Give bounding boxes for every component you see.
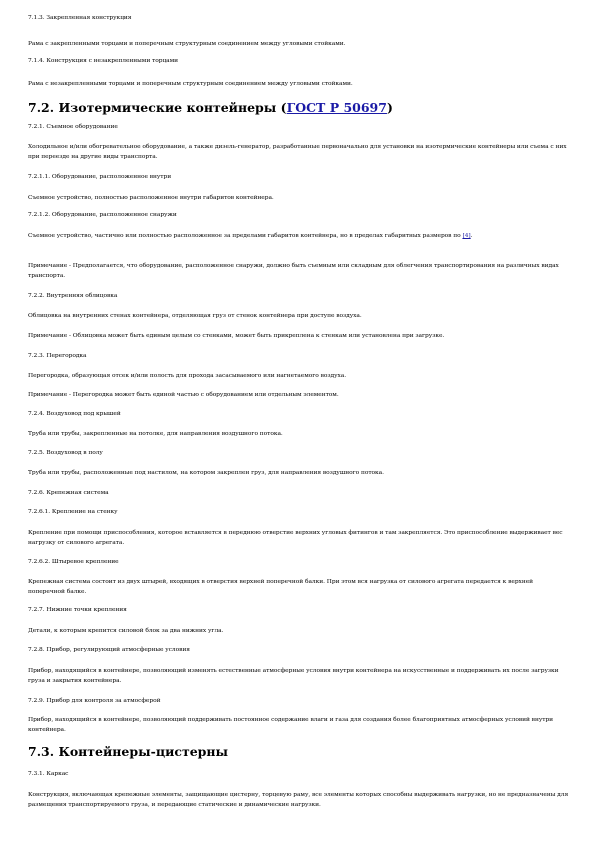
section-7-2-7-title: 7.2.7. Нижние точки крепления — [28, 607, 127, 613]
gost-link[interactable]: ГОСТ Р 50697 — [286, 100, 387, 115]
section-7-2-8-body: Прибор, находящийся в контейнере, позволяющий изменять естественные атмосферные условия внутри контейнера на искусственные и поддерживать их после загрузки груза и закрытия контейнера. — [28, 668, 559, 684]
heading-7-2-suffix: ) — [386, 100, 393, 115]
heading-7-2-prefix: 7.2. Изотермические контейнеры ( — [28, 100, 287, 115]
section-7-2-6-1-title: 7.2.6.1. Крепление на стенку — [28, 509, 118, 515]
heading-7-3: 7.3. Контейнеры-цистерны — [28, 744, 229, 759]
section-7-3-1-title: 7.3.1. Каркас — [28, 771, 69, 777]
section-7-2-5-title: 7.2.5. Воздуховод в полу — [28, 450, 103, 456]
section-7-2-7-body: Детали, к которым крепится силовой блок за два нижних угла. — [28, 628, 224, 634]
section-7-1-4-title: 7.1.4. Конструкция с незакрепленными торцами — [28, 58, 179, 64]
note-lining: Примечание - Облицовка может быть единым целым со стенками, может быть прикреплена к стенкам или установлена при загрузке. — [28, 333, 445, 339]
reference-link-4[interactable]: [4] — [462, 233, 471, 239]
section-7-2-1-title: 7.2.1. Съемное оборудование — [28, 124, 118, 130]
section-7-2-1-1-title: 7.2.1.1. Оборудование, расположенное внутри — [28, 174, 172, 180]
section-7-1-3-body: Рама с закрепленными торцами и поперечным структурным соединением между угловыми стойками. — [28, 41, 346, 47]
section-7-2-2-body: Облицовка на внутренних стенах контейнера, отделяющая груз от стенок контейнера при доступе воздуха. — [28, 313, 362, 319]
section-7-2-1-1-body: Съемное устройство, полностью расположенное внутри габаритов контейнера. — [28, 195, 274, 201]
section-7-3-1-body: Конструкция, включающая крепежные элементы, защищающие цистерну, торцевую раму, все элементы которых способны выдерживать нагрузки, но не предназначены для размещения транспортируемого груза, и передающие статические и динамические нагрузки. — [28, 792, 569, 808]
section-7-2-4-title: 7.2.4. Воздуховод под крышей — [28, 411, 121, 417]
section-7-2-1-body: Холодильное и/или обогревательное оборудование, а также дизель-генератор, разработанные первоначально для установки на изотермические контейнеры или съема с них при переезде на другие виды транспорта. — [28, 144, 567, 160]
section-7-2-3-title: 7.2.3. Перегородка — [28, 353, 87, 359]
heading-7-2 — [28, 100, 570, 115]
section-7-2-6-1-body: Крепление при помощи приспособления, которое вставляется в переднюю отверстие верхних угловых фитингов и там закрепляется. Это приспособление выдерживает вес нагрузку от силового агрегата. — [28, 530, 563, 546]
section-7-2-9-body: Прибор, находящийся в контейнере, позволяющий поддерживать постоянное содержание влаги и газа для создания более благоприятных атмосферных условий внутри контейнера. — [28, 717, 554, 733]
section-7-2-6-2-body: Крепежная система состоит из двух штырей, входящих в отверстия верхней поперечной балки. При этом вся нагрузка от силового агрегата передается к верхней поперечной балке. — [28, 579, 534, 595]
section-7-2-2-title: 7.2.2. Внутренняя облицовка — [28, 293, 118, 299]
note-partition: Примечание - Перегородка может быть единой частью с оборудованием или отдельным элементом. — [28, 392, 339, 398]
section-7-2-6-2-title: 7.2.6.2. Штыревое крепление — [28, 559, 119, 565]
section-7-2-1-2-title: 7.2.1.2. Оборудование, расположенное снаружи — [28, 212, 177, 218]
section-7-2-1-2-body-text: Съемное устройство, частично или полностью расположенное за пределами габаритов контейнера, но в пределах габаритных размеров по — [28, 233, 463, 239]
section-7-2-9-title: 7.2.9. Прибор для контроля за атмосферой — [28, 698, 161, 704]
section-7-2-5-body: Труба или трубы, расположенные под настилом, на котором закреплен груз, для направления воздушного потока. — [28, 470, 384, 476]
section-7-1-3-title: 7.1.3. Закрепленная конструкция — [28, 15, 132, 21]
section-7-2-8-title: 7.2.8. Прибор, регулирующий атмосферные условия — [28, 647, 190, 653]
section-7-2-6-title: 7.2.6. Крепежная система — [28, 490, 109, 496]
section-7-2-3-body: Перегородка, образующая отсек и/или полость для прохода засасываемого или нагнетаемого воздуха. — [28, 373, 347, 379]
note-external-equipment: Примечание - Предполагается, что оборудование, расположенное снаружи, должно быть съемным или складным для облегчения транспортирования на различных видах транспорта. — [28, 263, 559, 279]
section-7-2-4-body: Труба или трубы, закрепленные на потолке, для направления воздушного потока. — [28, 431, 283, 437]
section-7-2-1-2-body-end: . — [470, 233, 473, 239]
section-7-2-1-2-body — [28, 232, 570, 242]
section-7-1-4-body: Рама с незакрепленными торцами и поперечным структурным соединением между угловыми стойками. — [28, 81, 353, 87]
